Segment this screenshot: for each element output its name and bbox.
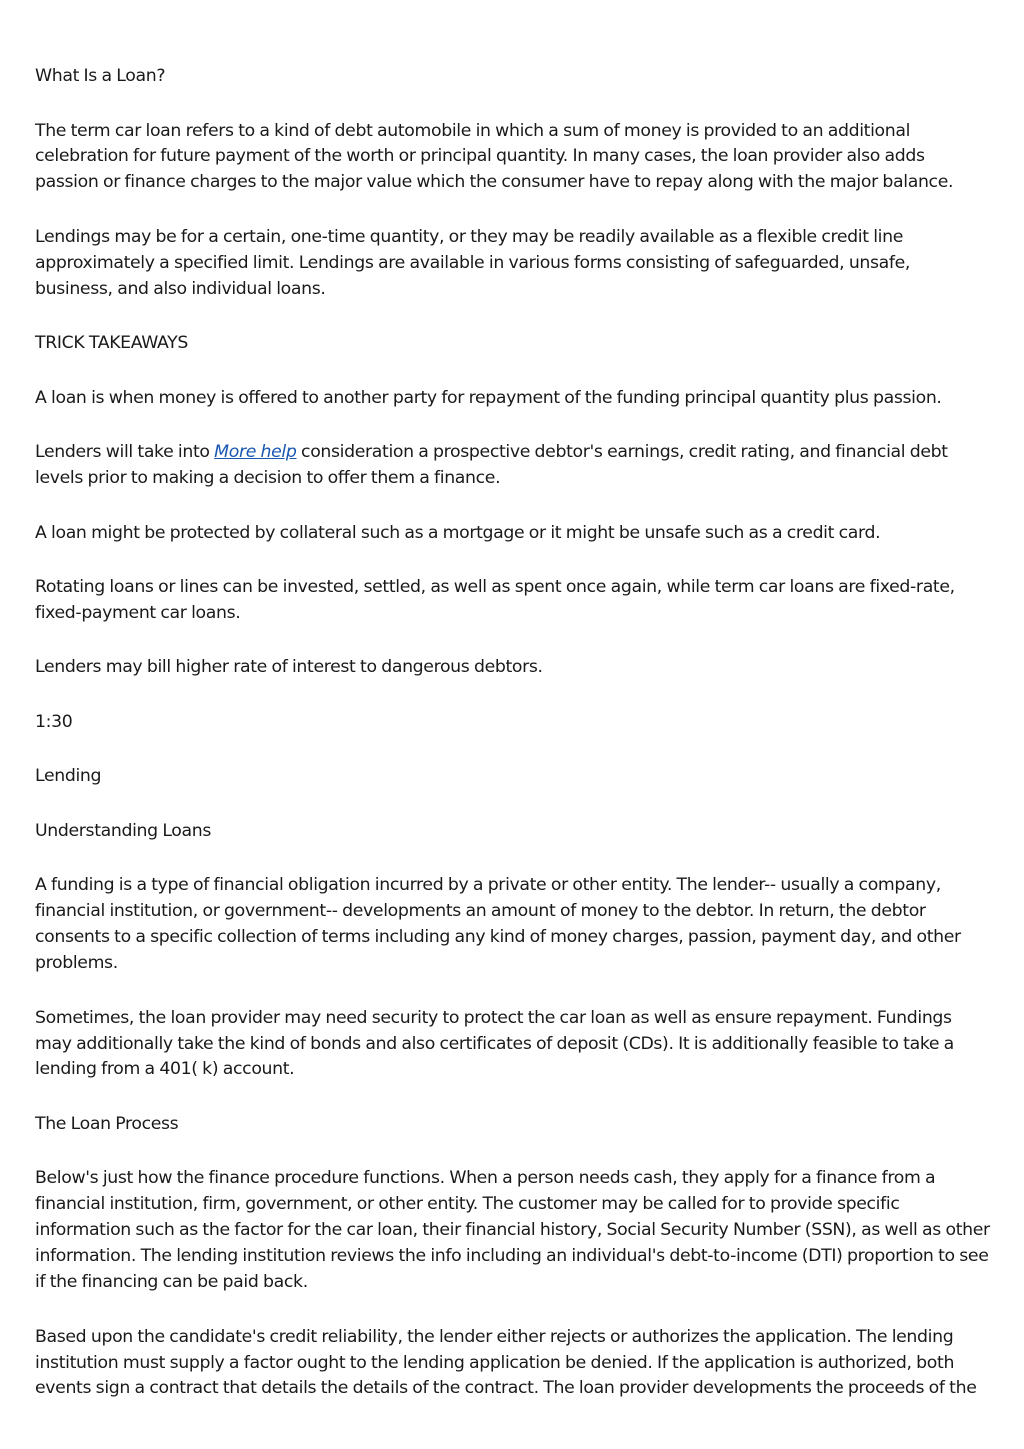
more-help-link[interactable]: More help	[214, 442, 297, 463]
heading-trick-takeaways: TRICK TAKEAWAYS	[35, 333, 189, 354]
video-title-text: Lending	[35, 766, 102, 787]
heading-loan-process: The Loan Process	[35, 1113, 179, 1134]
paragraph-takeaway-rotating-loans: Rotating loans or lines can be invested, settled, as well as spent once again, while term car loans are fixed-rate, fixed-payment car loans.	[35, 577, 955, 623]
paragraph-takeaway-collateral: A loan might be protected by collateral such as a mortgage or it might be unsafe such as a credit card.	[35, 522, 881, 543]
paragraph-text-before-link: Lenders will take into	[35, 442, 215, 463]
paragraph-text-after-link: consideration a prospective debtor's earnings, credit rating, and financial debt levels prior to making a decision to offer them a finance.	[35, 442, 948, 489]
paragraph-finance-procedure: Below's just how the finance procedure functions. When a person needs cash, they apply for a finance from a financial institution, firm, government, or other entity. The customer may be called for to provide specific information such as the factor for the car loan, their financial history, Social Security Number (SSN), as well as other information. The lending institution reviews the info including an individual's debt-to-income (DTI) proportion to see if the financing can be paid back.	[35, 1168, 990, 1293]
paragraph-takeaway-lenders	[35, 440, 990, 492]
paragraph-security: Sometimes, the loan provider may need security to protect the car loan as well as ensure repayment. Fundings may additionally take the kind of bonds and also certificates of deposit (CDs). It is additionally feasible to take a lending from a 401( k) account.	[35, 1007, 954, 1080]
video-duration-text: 1:30	[35, 711, 73, 732]
document-body	[35, 64, 990, 1431]
paragraph-funding-definition: A funding is a type of financial obligation incurred by a private or other entity. The lender-- usually a company, financial institution, or government-- developments an amount of money to the debtor. In return, the debtor consents to a specific collection of terms including any kind of money charges, passion, payment day, and other problems.	[35, 875, 961, 974]
heading-understanding-loans: Understanding Loans	[35, 820, 212, 841]
paragraph-takeaway-interest: Lenders may bill higher rate of interest to dangerous debtors.	[35, 657, 543, 678]
paragraph-loan-definition: The term car loan refers to a kind of debt automobile in which a sum of money is provided to an additional celebration for future payment of the worth or principal quantity. In many cases, the loan provider also adds passion or finance charges to the major value which the consumer have to repay along with the major balance.	[35, 120, 954, 193]
heading-what-is-a-loan: What Is a Loan?	[35, 66, 166, 86]
paragraph-credit-reliability: Based upon the candidate's credit reliability, the lender either rejects or authorizes the application. The lending institution must supply a factor ought to the lending application be denied. If the application is authorized, both events sign a contract that details the details of the contract. The loan provider developments the proceeds of the	[35, 1326, 977, 1399]
paragraph-lending-forms: Lendings may be for a certain, one-time quantity, or they may be readily available as a flexible credit line approximately a specified limit. Lendings are available in various forms consisting of safeguarded, unsafe, business, and also individual loans.	[35, 226, 911, 299]
paragraph-takeaway-repayment: A loan is when money is offered to another party for repayment of the funding principal quantity plus passion.	[35, 387, 942, 408]
